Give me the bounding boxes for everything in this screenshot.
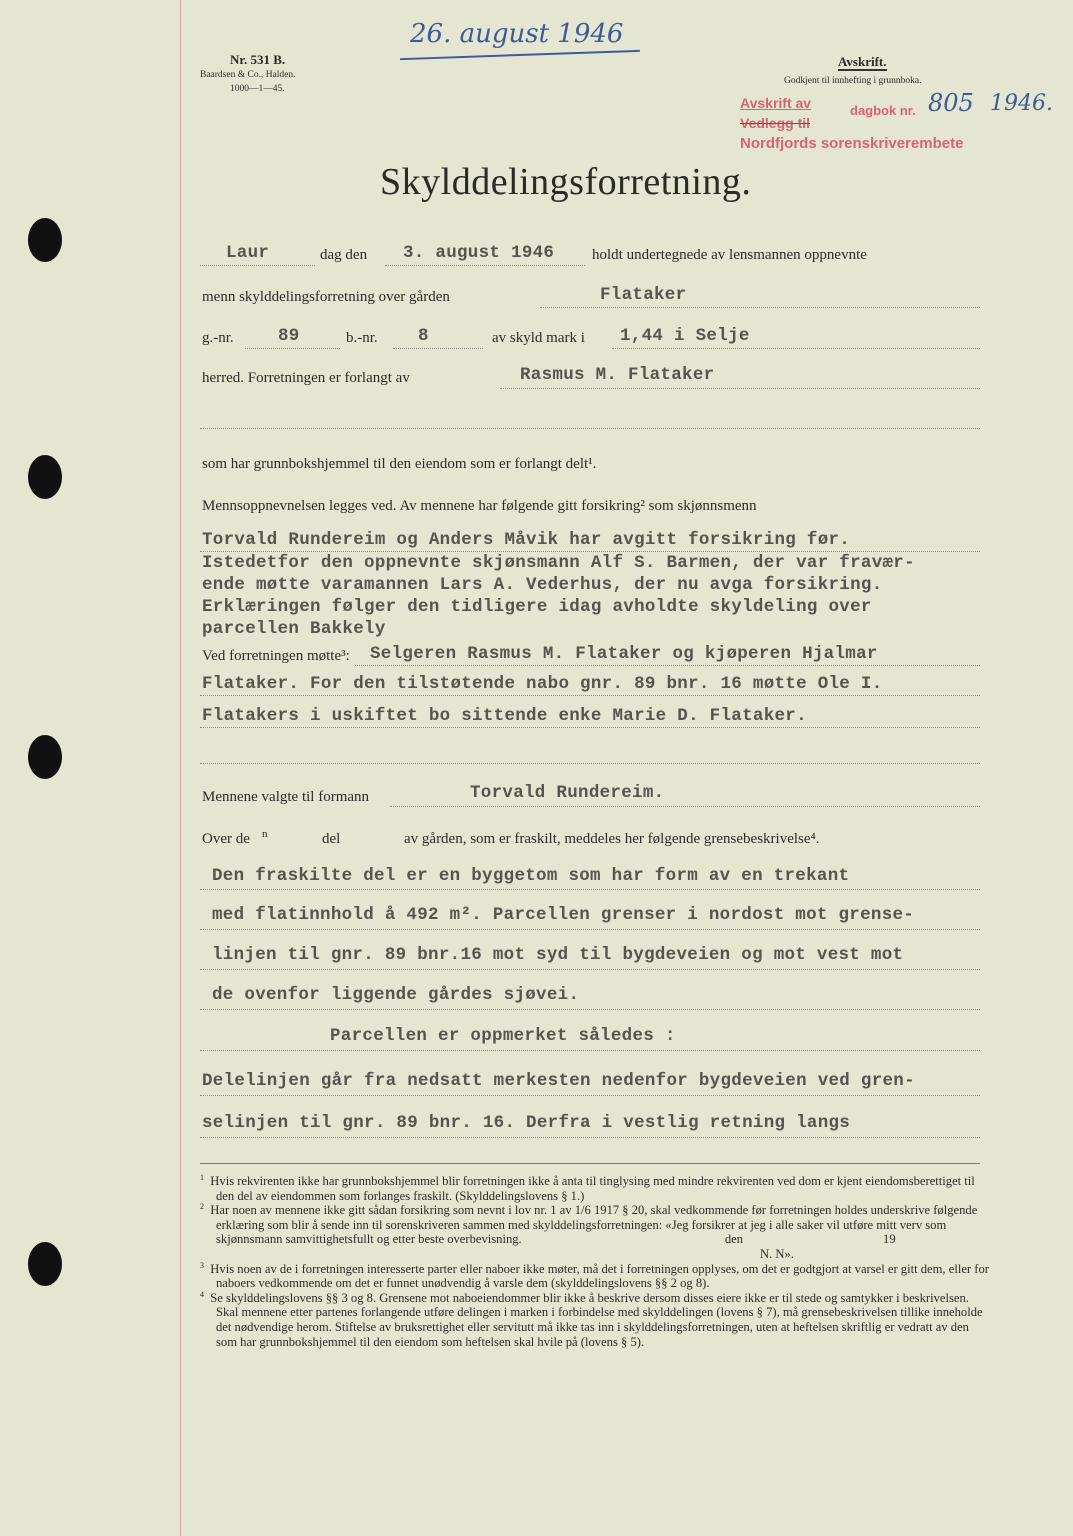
- description-line: med flatinnhold å 492 m². Parcellen grenser i nordost mot grense-: [212, 905, 915, 925]
- footnote: $^1$ Hvis rekvirenten ikke har grunnbokshjemmel blir forretningen ikke å anta til tinglysing med mindre rekvirenten ved dom er kjent eiendomsberettiget til den del av eiendommen som forlanges fraskilt. (Skylddelingslovens § 1.): [200, 1172, 975, 1203]
- sign-nn: N. N».: [760, 1246, 794, 1261]
- print-run: 1000—1—45.: [230, 84, 285, 94]
- mennsopp-text: Mennsoppnevnelsen legges ved. Av mennene har følgende gitt forsikring² som skjønnsmenn: [202, 498, 757, 514]
- formann-label: Mennene valgte til formann: [202, 789, 370, 805]
- description-line: Parcellen er oppmerket således :: [330, 1026, 676, 1046]
- godkjent-text: Godkjent til innhefting i grunnboka.: [784, 76, 922, 86]
- farm-name: Flataker: [600, 285, 687, 305]
- motte-label: Ved forretningen møtte³:: [202, 648, 350, 664]
- bnr-value: 8: [418, 326, 429, 346]
- motte-line: Flatakers i uskiftet bo sittende enke Marie D. Flataker.: [202, 706, 807, 726]
- sign-year: 19: [883, 1232, 896, 1247]
- herred-text: herred. Forretningen er forlangt av: [202, 370, 410, 386]
- motte-line: Flataker. For den tilstøtende nabo gnr. 89 bnr. 16 møtte Ole I.: [202, 674, 883, 694]
- printer: Baardsen & Co., Halden.: [200, 70, 296, 80]
- holdt-text: holdt undertegnede av lensmannen oppnevnte: [592, 247, 867, 263]
- over-de-label: Over de: [202, 831, 250, 847]
- forsikring-line: Erklæringen følger den tidligere idag avholdte skyldeling over: [202, 597, 872, 617]
- dagbok-year: 1946.: [990, 91, 1053, 116]
- meeting-date: 3. august 1946: [403, 243, 555, 263]
- description-line: linjen til gnr. 89 bnr.16 mot syd til bygdeveien og mot vest mot: [212, 945, 904, 965]
- requester: Rasmus M. Flataker: [520, 365, 715, 385]
- gnr-value: 89: [278, 326, 300, 346]
- description-line: selinjen til gnr. 89 bnr. 16. Derfra i vestlig retning langs: [202, 1113, 851, 1133]
- stamp-avskrift-av: Avskrift av: [740, 95, 812, 111]
- avskrift-label: Avskrift.: [838, 54, 887, 69]
- margin-line: [180, 0, 181, 1536]
- punch-hole: [28, 218, 62, 262]
- forsikring-line: Torvald Rundereim og Anders Måvik har avgitt forsikring før.: [202, 530, 851, 550]
- description-line: de ovenfor liggende gårdes sjøvei.: [212, 985, 580, 1005]
- stamp-dagbok: dagbok nr.: [850, 103, 916, 118]
- sign-den: den: [724, 1232, 744, 1247]
- over-n: n: [262, 828, 268, 840]
- footnote: $^3$ Hvis noen av de i forretningen interesserte parter eller naboer ikke møter, må det i forretningen opplyses, om det er godtgjort at varsel er gitt dem, eller for naboers vedkommende om det er funnet unødvendig å varsle dem (skylddelingslovens §§ 2 og 8).: [200, 1260, 989, 1291]
- skyld-label: av skyld mark i: [492, 330, 585, 346]
- bnr-label: b.-nr.: [346, 330, 378, 346]
- description-line: Delelinjen går fra nedsatt merkesten nedenfor bygdeveien ved gren-: [202, 1071, 915, 1091]
- description-line: Den fraskilte del er en byggetom som har form av en trekant: [212, 866, 850, 886]
- motte-line: Selgeren Rasmus M. Flataker og kjøperen Hjalmar: [370, 644, 878, 664]
- forsikring-line: ende møtte varamannen Lars A. Vederhus, der nu avga forsikring.: [202, 575, 883, 595]
- punch-hole: [28, 455, 62, 499]
- dag-den-label: dag den: [320, 247, 368, 263]
- punch-hole: [28, 735, 62, 779]
- forsikring-line: Istedetfor den oppnevnte skjønsmann Alf S. Barmen, der var fravær-: [202, 553, 915, 573]
- formann-name: Torvald Rundereim.: [470, 783, 665, 803]
- date-underline: [400, 50, 640, 60]
- del-label: del: [322, 831, 341, 847]
- grunnbok-text: som har grunnbokshjemmel til den eiendom som er forlangt delt¹.: [202, 456, 597, 472]
- forsikring-line: parcellen Bakkely: [202, 619, 386, 639]
- gnr-label: g.-nr.: [202, 330, 234, 346]
- av-garden-text: av gården, som er fraskilt, meddeles her følgende grensebeskrivelse⁴.: [404, 831, 820, 847]
- footnote: $^4$ Se skylddelingslovens §§ 3 og 8. Grensene mot naboeiendommer blir ikke å beskrive dersom disses eiere ikke er til stede og samtykker i beskrivelsen. Skal mennene etter partenes forlangende utføre delingen i marken i forbindelse med skylddelingen (lovens § 7), må grensebeskrivelsen tillike inneholde det nødvendige herom. Stiftelse av bruksrettighet eller servitutt må ikke tas inn i skylddelingsforretningen, uten at heftelsen skriftlig er vedratt av den som har grunnbokshjemmel til den eiendom som heftelsen skal hvile på (lovens § 5).: [200, 1289, 983, 1349]
- footnote-divider: [200, 1163, 980, 1164]
- footnotes: [200, 1174, 990, 1349]
- menn-text: menn skylddelingsforretning over gården: [202, 289, 450, 305]
- form-number: Nr. 531 B.: [230, 52, 286, 67]
- footnote: $^2$ Har noen av mennene ikke gitt sådan forsikring som nevnt i lov nr. 1 av 1/6 1917 § 20, skal vedkommende før forretningen holdes underskrive følgende erklæring som blir å sende inn til sorenskriveren sammen med skylddelingsforretningen: «Jeg forsikrer at jeg i alle saker vil utføre mitt verv som skjønnsmann samvittighetsfullt og etter beste overbevisning. den 19: [200, 1202, 978, 1247]
- weekday: Laur: [226, 243, 270, 263]
- stamp-office: Nordfjords sorenskriverembete: [740, 135, 964, 152]
- page-title: Skylddelingsforretning.: [380, 161, 752, 203]
- dagbok-number: 805: [928, 89, 974, 117]
- stamp-vedlegg-til: Vedlegg til: [740, 115, 811, 131]
- handwritten-date: 26. august 1946: [410, 19, 624, 49]
- skyld-value: 1,44 i Selje: [620, 326, 750, 346]
- punch-hole: [28, 1242, 62, 1286]
